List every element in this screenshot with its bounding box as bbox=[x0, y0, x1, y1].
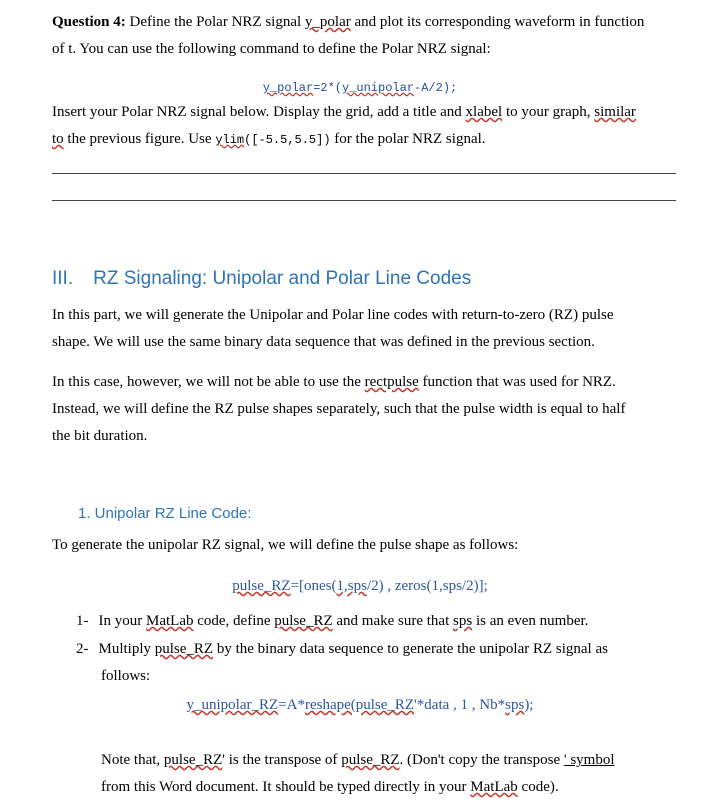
question4-label: Question 4: bbox=[52, 14, 126, 30]
section3-p1-line2: shape. We will use the same binary data sequence that was defined in the previous section. bbox=[52, 334, 595, 350]
note-line2: from this Word document. It should be typed directly in your MatLab code). bbox=[101, 779, 559, 795]
list-item-2-line2: follows: bbox=[101, 668, 151, 684]
var-y-polar: y_polar bbox=[304, 14, 351, 30]
pulse-rz-formula: pulse_RZ=[ones(1,sps/2) , zeros(1,sps/2)]; bbox=[232, 578, 488, 594]
insert-instruction-line1: Insert your Polar NRZ signal below. Display the grid, add a title and xlabel to your graph, similar bbox=[52, 104, 636, 120]
question4-line2: of t. You can use the following command to define the Polar NRZ signal: bbox=[52, 41, 491, 57]
subsection-intro: To generate the unipolar RZ signal, we will define the pulse shape as follows: bbox=[52, 537, 519, 553]
section-title: RZ Signaling: Unipolar and Polar Line Codes bbox=[93, 268, 472, 289]
subsection-title: 1. Unipolar RZ Line Code: bbox=[78, 505, 252, 522]
answer-line-1 bbox=[52, 173, 676, 174]
code-y-polar: y_polar=2*(y_unipolar-A/2); bbox=[262, 81, 458, 95]
section3-p1-line1: In this part, we will generate the Unipolar and Polar line codes with return-to-zero (RZ) pulse bbox=[52, 307, 614, 323]
section3-p2-line2: Instead, we will define the RZ pulse shapes separately, such that the pulse width is equal to half bbox=[52, 401, 626, 417]
section-heading bbox=[52, 268, 471, 290]
list-item-2: 2- Multiply pulse_RZ by the binary data sequence to generate the unipolar RZ signal as bbox=[76, 641, 608, 657]
note-line1: Note that, pulse_RZ' is the transpose of pulse_RZ. (Don't copy the transpose ' symbol bbox=[101, 752, 615, 768]
answer-line-2 bbox=[52, 200, 676, 201]
list-item-1: 1- In your MatLab code, define pulse_RZ and make sure that sps is an even number. bbox=[76, 613, 589, 629]
y-unipolar-rz-formula: y_unipolar_RZ=A*reshape(pulse_RZ'*data , 1 , Nb*sps); bbox=[186, 697, 534, 713]
insert-instruction-line2: to the previous figure. Use ylim([-5.5,5.5]) for the polar NRZ signal. bbox=[52, 131, 486, 147]
section-numeral: III. bbox=[52, 268, 74, 289]
question4-line1: Question 4: Define the Polar NRZ signal y_polar and plot its corresponding waveform in function bbox=[52, 14, 645, 30]
section3-p2-line1: In this case, however, we will not be able to use the rectpulse function that was used for NRZ. bbox=[52, 374, 616, 390]
section3-p2-line3: the bit duration. bbox=[52, 428, 148, 444]
